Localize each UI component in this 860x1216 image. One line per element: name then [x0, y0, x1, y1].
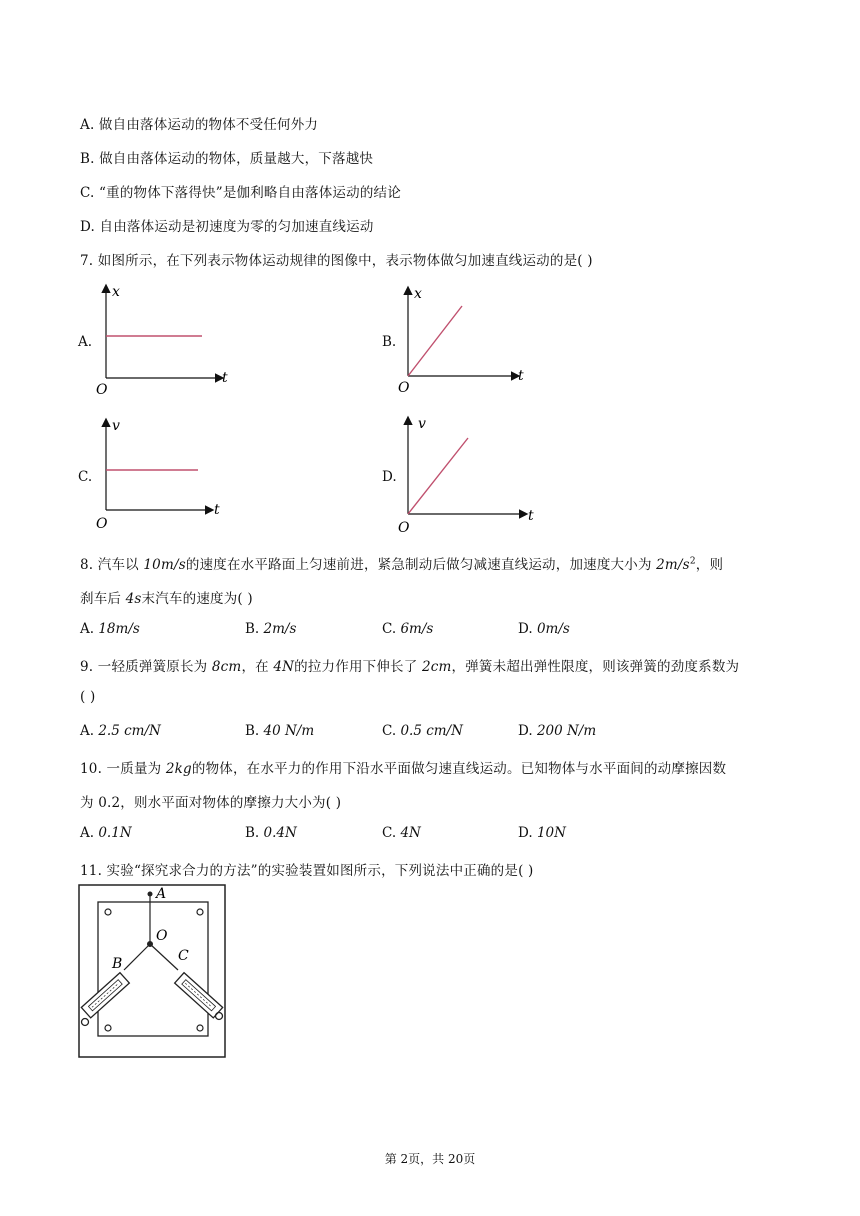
q8-stem-line1	[80, 553, 723, 573]
q7-graph-c-label: C.	[78, 469, 93, 485]
string-b	[124, 944, 150, 970]
q8-option-c: C. 6m/s	[382, 621, 434, 637]
thumbtack	[105, 1025, 111, 1031]
q10-stem-line2: 为 0.2，则水平面对物体的摩擦力大小为( )	[80, 795, 342, 811]
x-axis-label: t	[222, 370, 228, 386]
origin-label: O	[96, 516, 108, 532]
q8-text: 8. 汽车以	[80, 557, 144, 573]
graph-line	[408, 306, 462, 376]
q8-stem-line2	[80, 587, 253, 607]
q7-graph-b-label: B.	[382, 334, 397, 350]
hook-c	[216, 1013, 223, 1020]
spring-scale-c	[175, 973, 223, 1018]
q9-option-d: D. 200 N/m	[518, 723, 597, 739]
q7-graph-a	[92, 278, 242, 398]
q6-option-c: C. “重的物体下落得快”是伽利略自由落体运动的结论	[80, 185, 401, 201]
thumbtack	[197, 1025, 203, 1031]
y-axis-label: v	[112, 418, 120, 434]
y-axis-label: v	[418, 416, 426, 432]
q8-exponent: 2	[689, 556, 696, 567]
q7-graph-d	[396, 412, 546, 534]
q7-graph-b	[396, 282, 536, 394]
q9-stem-line2: ( )	[80, 689, 96, 705]
label-a: A	[156, 886, 167, 902]
string-c	[150, 944, 178, 970]
q9-option-b: B. 40 N/m	[245, 723, 315, 739]
q6-option-a: A. 做自由落体运动的物体不受任何外力	[80, 117, 319, 133]
q8-text: 末汽车的速度为( )	[141, 591, 253, 607]
q10-option-c: C. 4N	[382, 825, 421, 841]
page-footer: 第 2页，共 20页	[384, 1152, 476, 1166]
q8-text: ，则	[695, 557, 724, 573]
q10-option-a: A. 0.1N	[80, 825, 132, 841]
q9-option-a: A. 2.5 cm/N	[80, 723, 161, 739]
label-b: B	[112, 956, 123, 972]
q7-stem: 7. 如图所示，在下列表示物体运动规律的图像中，表示物体做匀加速直线运动的是( )	[80, 253, 593, 269]
q7-graph-d-label: D.	[382, 469, 397, 485]
q7-graph-a-label: A.	[78, 334, 93, 350]
q8-time: 4s	[125, 591, 142, 607]
q6-option-b: B. 做自由落体运动的物体，质量越大，下落越快	[80, 151, 374, 167]
q9-option-c: C. 0.5 cm/N	[382, 723, 463, 739]
x-axis-label: t	[518, 368, 524, 384]
q8-text: 刹车后	[80, 591, 126, 607]
q8-acceleration: 2m/s	[656, 557, 690, 573]
q8-option-b: B. 2m/s	[245, 621, 297, 637]
label-o: O	[156, 928, 168, 944]
q10-option-d: D. 10N	[518, 825, 566, 841]
q9-stem-line1: 9. 一轻质弹簧原长为 8cm，在 4N的拉力作用下伸长了 2cm，弹簧未超出弹性限度，则该弹簧的劲度系数为	[80, 659, 740, 675]
q8-option-d: D. 0m/s	[518, 621, 570, 637]
origin-label: O	[398, 380, 410, 394]
q10-stem-line1: 10. 一质量为 2kg的物体，在水平力的作用下沿水平面做匀速直线运动。已知物体与水平面间的动摩擦因数	[80, 761, 727, 777]
q8-option-a: A. 18m/s	[80, 621, 140, 637]
y-axis-label: x	[112, 284, 120, 300]
spring-scale-b	[81, 973, 129, 1018]
q8-text: 的速度在水平路面上匀速前进，紧急制动后做匀减速直线运动，加速度大小为	[185, 557, 657, 573]
q6-option-d: D. 自由落体运动是初速度为零的匀加速直线运动	[80, 219, 374, 235]
thumbtack	[105, 909, 111, 915]
graph-line	[408, 438, 468, 514]
origin-label: O	[96, 382, 108, 398]
origin-label: O	[398, 520, 410, 534]
hook-b	[82, 1019, 89, 1026]
q11-stem: 11. 实验“探究求合力的方法”的实验装置如图所示，下列说法中正确的是( )	[80, 863, 534, 879]
q11-apparatus-figure	[78, 884, 226, 1058]
q8-speed: 10m/s	[143, 557, 186, 573]
x-axis-label: t	[528, 508, 534, 524]
x-axis-label: t	[214, 502, 220, 518]
q10-option-b: B. 0.4N	[245, 825, 297, 841]
y-axis-label: x	[414, 286, 422, 302]
label-c: C	[178, 948, 189, 964]
q7-graph-c	[92, 414, 232, 532]
thumbtack	[197, 909, 203, 915]
